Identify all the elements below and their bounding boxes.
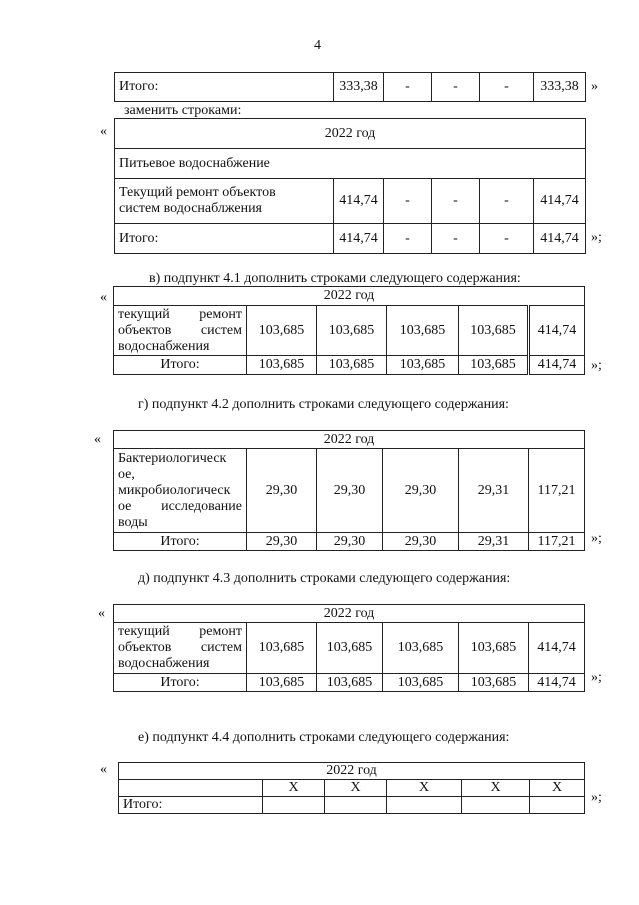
value-cell: [462, 797, 530, 814]
value-cell: 414,74: [529, 356, 585, 375]
row-label-line: воды: [118, 514, 148, 530]
value-cell: 103,685: [317, 306, 387, 356]
value-cell: -: [432, 224, 480, 254]
value-cell: -: [480, 224, 534, 254]
table-4-3: [113, 604, 585, 692]
value-cell: 103,685: [247, 306, 317, 356]
heading-4-4: е) подпункт 4.4 дополнить строками следующего содержания:: [138, 730, 510, 745]
row-label-line: объектов систем: [118, 640, 242, 655]
value-cell: 103,685: [383, 674, 459, 692]
value-cell: 103,685: [459, 623, 529, 674]
year-header: 2022 год: [114, 431, 585, 449]
year-header: 2022 год: [114, 605, 585, 623]
value-cell: 103,685: [317, 623, 383, 674]
value-cell: 103,685: [459, 306, 529, 356]
value-cell: 414,74: [334, 224, 384, 254]
year-header: 2022 год: [115, 119, 586, 149]
page-number: 4: [314, 38, 321, 53]
row-label-line: текущий ремонт: [118, 624, 242, 639]
itogo-label: Итого:: [115, 73, 334, 102]
value-cell: -: [480, 73, 534, 102]
value-cell: 103,685: [387, 306, 459, 356]
row-label-line: водоснабжения: [118, 656, 210, 671]
value-cell: X: [325, 780, 387, 797]
close-quote: »;: [591, 230, 602, 245]
close-quote: »;: [591, 358, 602, 373]
open-quote: «: [100, 124, 107, 139]
value-cell: 103,685: [387, 356, 459, 375]
year-header: 2022 год: [114, 287, 585, 306]
value-cell: 103,685: [317, 674, 383, 692]
value-cell: X: [263, 780, 325, 797]
total-label: Итого:: [114, 674, 247, 692]
row-label-line: объектов систем: [118, 322, 242, 338]
row-label-line: систем водоснаблжения: [119, 201, 263, 216]
value-cell: 103,685: [317, 356, 387, 375]
value-cell: 29,30: [247, 449, 317, 533]
open-quote: «: [100, 290, 107, 305]
value-cell: 103,685: [459, 356, 529, 375]
value-cell: 103,685: [247, 623, 317, 674]
value-cell: 29,30: [317, 533, 383, 551]
close-quote: »;: [591, 531, 602, 546]
value-cell: 103,685: [247, 356, 317, 375]
value-cell: [263, 797, 325, 814]
row-label: [119, 780, 263, 797]
row-label-line: Бактериологическ: [118, 450, 227, 466]
value-cell: -: [384, 73, 432, 102]
value-cell: 103,685: [383, 623, 459, 674]
row-label: [114, 623, 247, 674]
row-label-line: текущий ремонт: [118, 306, 242, 322]
value-cell: -: [480, 179, 534, 224]
value-cell: 29,30: [383, 449, 459, 533]
open-quote: «: [100, 762, 107, 777]
row-label-line: Текущий ремонт объектов: [119, 185, 276, 200]
value-cell: 333,38: [534, 73, 586, 102]
value-cell: X: [387, 780, 462, 797]
value-cell: 103,685: [247, 674, 317, 692]
value-cell: 117,21: [529, 533, 585, 551]
value-cell: 414,74: [529, 674, 585, 692]
row-label-line: ое исследование: [118, 498, 242, 514]
table-4-2: [113, 430, 585, 551]
value-cell: 29,30: [247, 533, 317, 551]
heading-4-3: д) подпункт 4.3 дополнить строками следующего содержания:: [138, 571, 511, 586]
value-cell: X: [462, 780, 530, 797]
close-quote: »: [591, 79, 598, 94]
value-cell: 117,21: [529, 449, 585, 533]
total-label: Итого:: [119, 797, 263, 814]
value-cell: 414,74: [334, 179, 384, 224]
year-header: 2022 год: [119, 763, 585, 780]
row-label-line: микробиологическ: [118, 482, 231, 498]
open-quote: «: [98, 606, 105, 621]
row-label: [115, 179, 334, 224]
value-cell: 414,74: [534, 179, 586, 224]
value-cell: 29,31: [459, 449, 529, 533]
value-cell: 29,31: [459, 533, 529, 551]
total-label: Итого:: [115, 224, 334, 254]
value-cell: [387, 797, 462, 814]
open-quote: «: [94, 432, 101, 447]
row-label: [114, 306, 247, 356]
row-label: [114, 449, 247, 533]
value-cell: 103,685: [459, 674, 529, 692]
heading-4-1: в) подпункт 4.1 дополнить строками следующего содержания:: [149, 271, 521, 286]
close-quote: »;: [591, 790, 602, 805]
value-cell: -: [384, 179, 432, 224]
value-cell: 414,74: [534, 224, 586, 254]
heading-4-2: г) подпункт 4.2 дополнить строками следующего содержания:: [138, 397, 509, 412]
section-label: Питьевое водоснабжение: [115, 149, 586, 179]
value-cell: 414,74: [529, 623, 585, 674]
total-label: Итого:: [114, 356, 247, 375]
value-cell: -: [432, 179, 480, 224]
value-cell: 29,30: [383, 533, 459, 551]
value-cell: 333,38: [334, 73, 384, 102]
value-cell: -: [432, 73, 480, 102]
replace-text: заменить строками:: [124, 103, 242, 118]
value-cell: 29,30: [317, 449, 383, 533]
value-cell: 414,74: [529, 306, 585, 356]
value-cell: [325, 797, 387, 814]
value-cell: -: [384, 224, 432, 254]
table-4-1: [113, 286, 585, 375]
row-label-line: ое,: [118, 466, 135, 482]
close-quote: »;: [591, 670, 602, 685]
value-cell: X: [530, 780, 585, 797]
row-label-line: водоснабжения: [118, 338, 210, 354]
table-4-4: [118, 762, 585, 814]
replacement-table: [114, 118, 586, 254]
itogo-table-original: [114, 72, 586, 102]
value-cell: [530, 797, 585, 814]
total-label: Итого:: [114, 533, 247, 551]
